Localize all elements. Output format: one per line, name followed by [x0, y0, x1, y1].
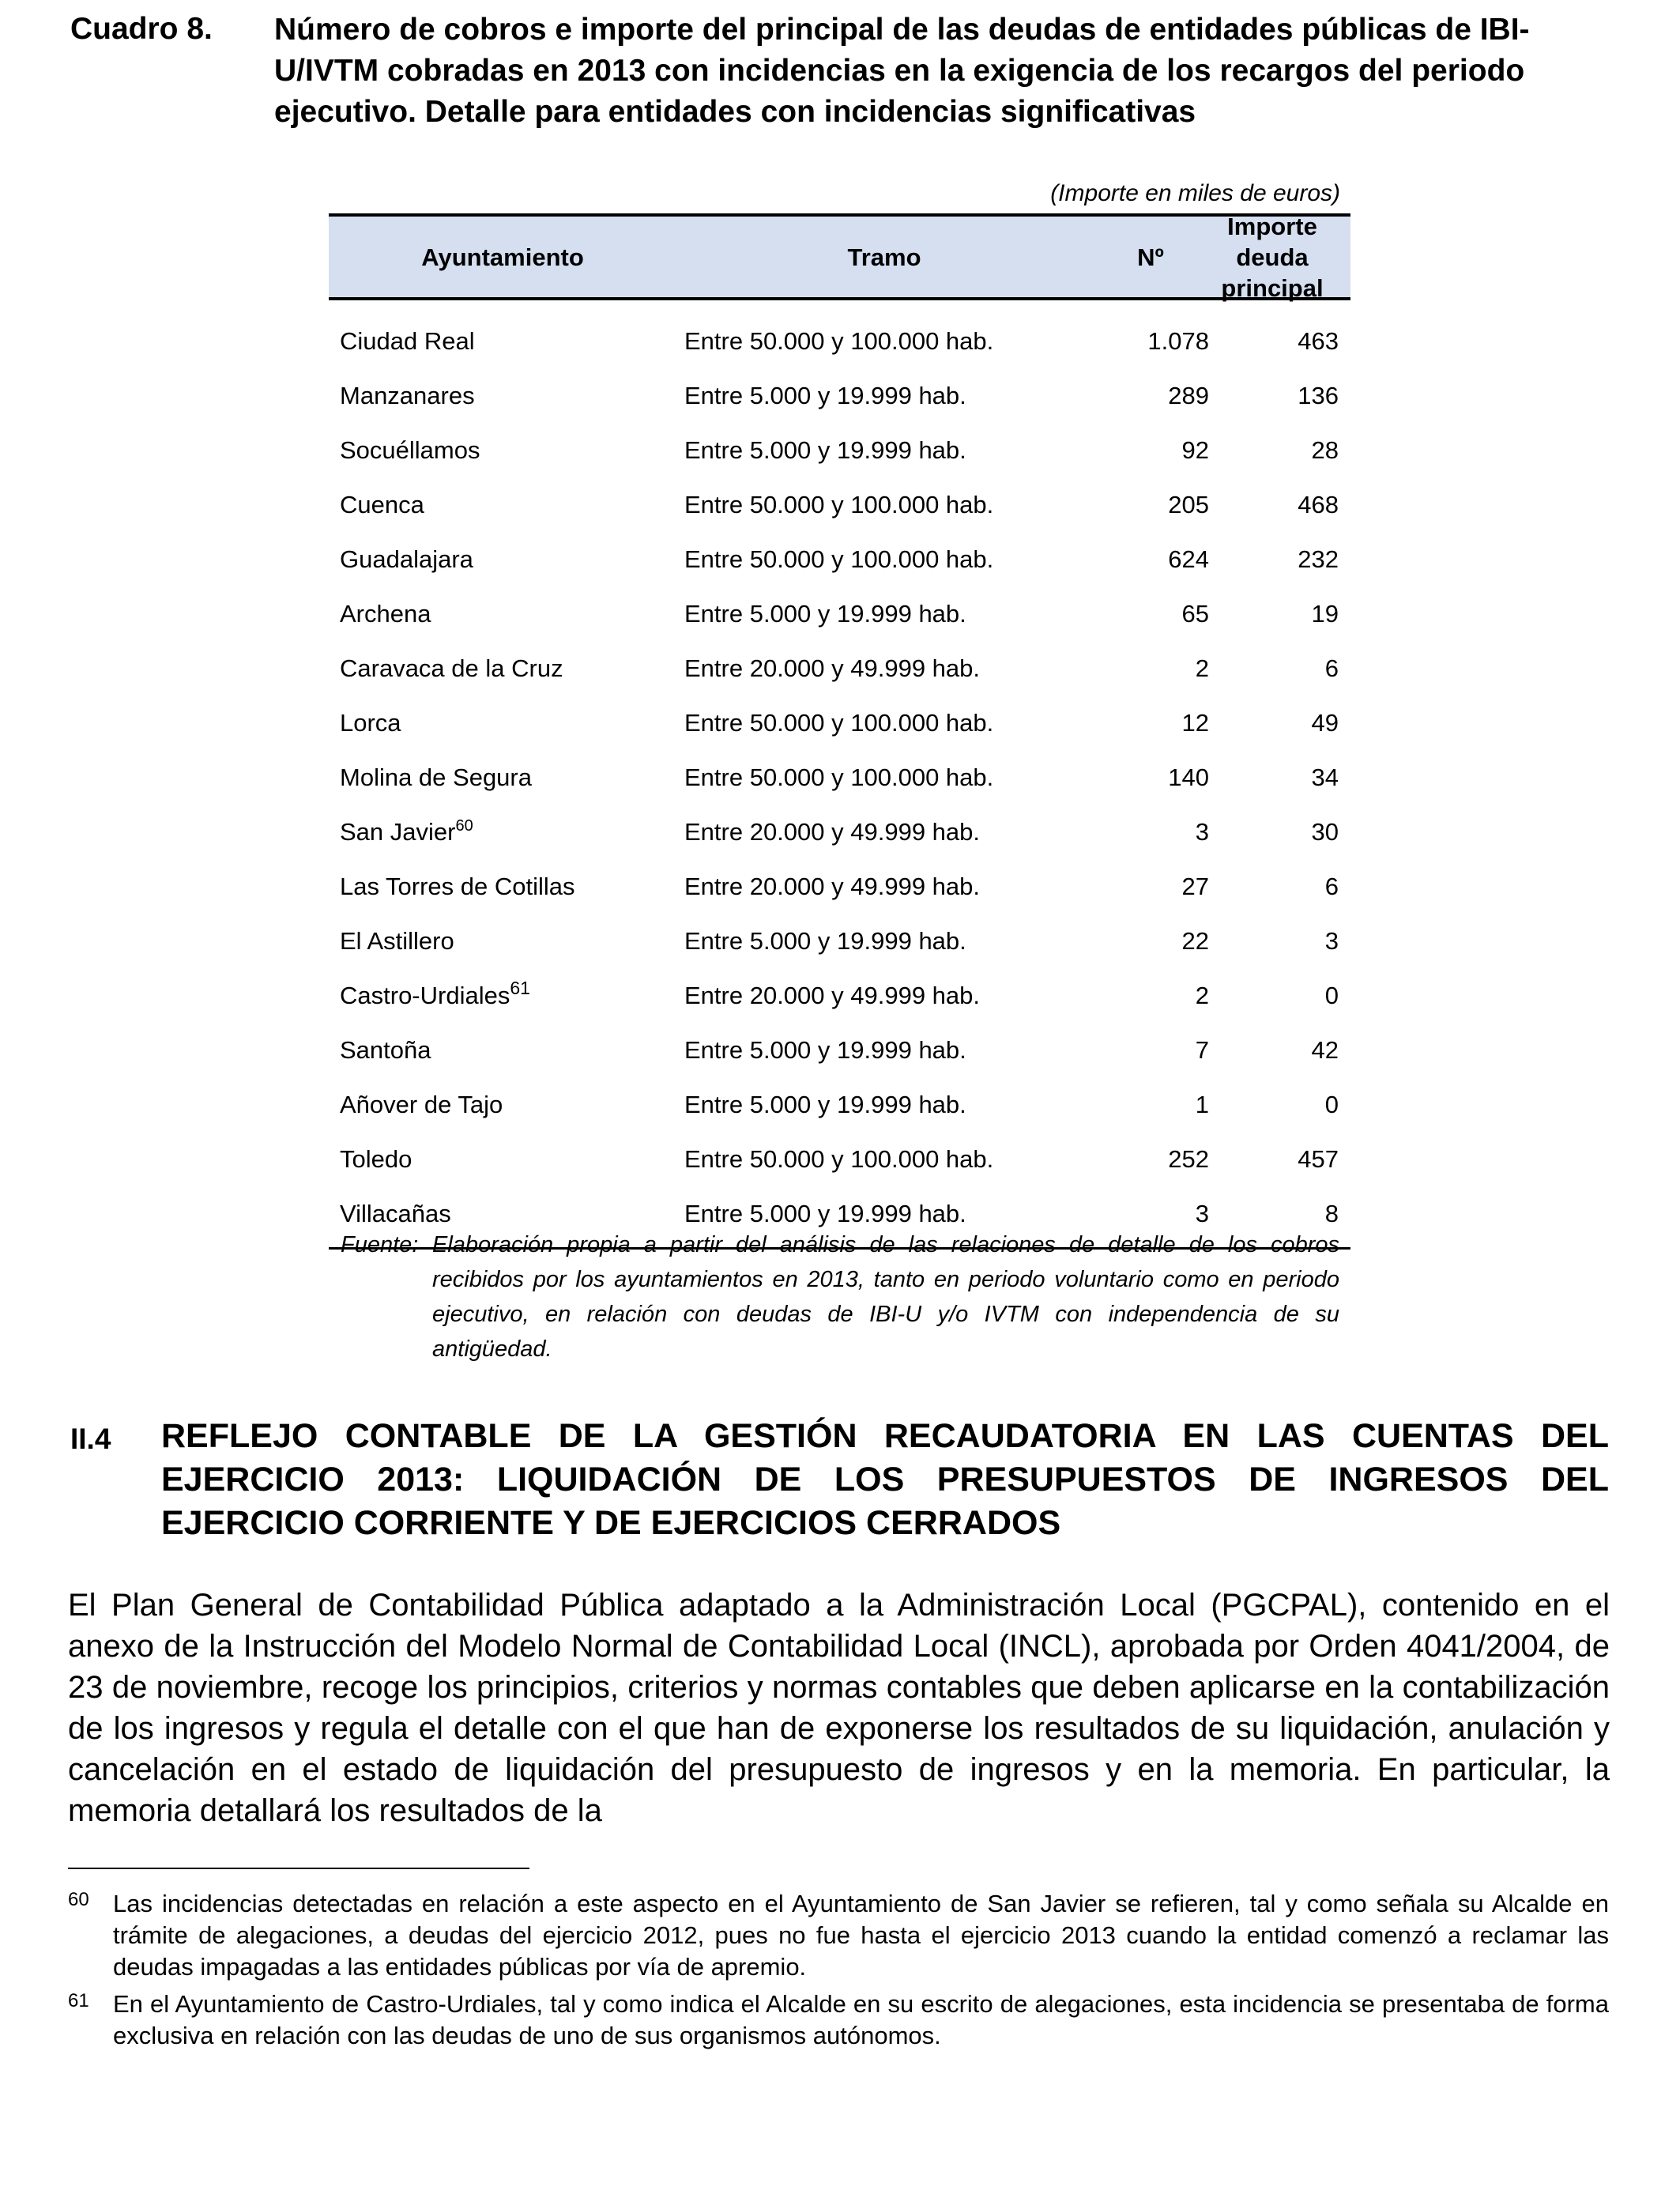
table-caption-label: Cuadro 8.: [70, 12, 213, 46]
ayuntamiento-name: Cuenca: [340, 490, 424, 518]
cell-tramo: Entre 50.000 y 100.000 hab.: [684, 490, 994, 518]
cell-importe: 457: [1298, 1144, 1339, 1173]
ayuntamiento-name: Toledo: [340, 1144, 412, 1173]
ayuntamiento-name: Lorca: [340, 708, 401, 737]
cell-importe: 232: [1298, 545, 1339, 573]
cell-importe: 468: [1298, 490, 1339, 518]
cell-ayuntamiento: [329, 1145, 676, 1174]
cell-ayuntamiento: [329, 382, 676, 410]
cell-numero: 3: [1195, 1199, 1209, 1227]
body-paragraph: El Plan General de Contabilidad Pública adaptado a la Administración Local (PGCPAL), contenido en el anexo de la Instrucción del Modelo Normal de Contabilidad Local (INCL), aprobada por Orden 4041/2004, de 23 de noviembre, recoge los principios, criterios y normas contables que deben aplicarse en la contabilización de los ingresos y regula el detalle con el que han de exponerse los resultados de su liquidación, anulación y cancelación en el estado de liquidación del presupuesto de ingresos y en la memoria. En particular, la memoria detallará los resultados de la: [68, 1588, 1610, 1828]
table-row: [329, 532, 1350, 586]
cell-tramo: Entre 5.000 y 19.999 hab.: [684, 435, 966, 464]
cell-tramo: Entre 5.000 y 19.999 hab.: [684, 926, 966, 955]
cell-importe: 6: [1324, 654, 1339, 682]
cell-importe: 34: [1311, 763, 1339, 791]
ayuntamiento-name: Socuéllamos: [340, 435, 480, 464]
cell-importe: 42: [1311, 1035, 1339, 1064]
cell-numero: 2: [1195, 981, 1209, 1009]
cell-importe: 19: [1311, 599, 1339, 628]
cell-tramo: Entre 20.000 y 49.999 hab.: [684, 872, 981, 900]
footnote-separator: [68, 1868, 529, 1869]
ayuntamiento-name: Guadalajara: [340, 545, 473, 573]
cell-numero: 65: [1181, 599, 1209, 628]
ayuntamiento-name: El Astillero: [340, 926, 454, 955]
cell-numero: 1.078: [1147, 326, 1209, 355]
cell-ayuntamiento: [329, 763, 676, 792]
table-row: [329, 914, 1350, 968]
cell-numero: 22: [1181, 926, 1209, 955]
header-importe-line2: principal: [1221, 273, 1324, 302]
footnote-ref[interactable]: 60: [455, 816, 473, 835]
cell-tramo: Entre 50.000 y 100.000 hab.: [684, 326, 994, 355]
cell-numero: 12: [1181, 708, 1209, 737]
header-tramo: Tramo: [847, 243, 921, 271]
cell-tramo: Entre 20.000 y 49.999 hab.: [684, 817, 981, 846]
ayuntamiento-name: Santoña: [340, 1035, 431, 1064]
cell-importe: 49: [1311, 708, 1339, 737]
cell-tramo: Entre 50.000 y 100.000 hab.: [684, 545, 994, 573]
cell-numero: 289: [1168, 381, 1209, 409]
table-row: [329, 477, 1350, 532]
cell-ayuntamiento: [329, 654, 676, 683]
cell-importe: 8: [1324, 1199, 1339, 1227]
section-number: II.4: [70, 1423, 111, 1455]
cell-tramo: Entre 20.000 y 49.999 hab.: [684, 981, 981, 1009]
ayuntamiento-name: Caravaca de la Cruz: [340, 654, 563, 682]
ayuntamiento-name: Castro-Urdiales: [340, 981, 510, 1009]
cell-numero: 205: [1168, 490, 1209, 518]
cell-ayuntamiento: [329, 1091, 676, 1119]
cell-numero: 7: [1195, 1035, 1209, 1064]
ayuntamiento-name: Molina de Segura: [340, 763, 532, 791]
cell-numero: 92: [1181, 435, 1209, 464]
cell-importe: 30: [1311, 817, 1339, 846]
cell-numero: 252: [1168, 1144, 1209, 1173]
table-body: [329, 300, 1350, 1241]
cell-importe: 0: [1324, 1090, 1339, 1118]
cell-numero: 3: [1195, 817, 1209, 846]
cell-importe: 463: [1298, 326, 1339, 355]
data-table: [329, 213, 1350, 1250]
cell-importe: 3: [1324, 926, 1339, 955]
table-row: [329, 696, 1350, 750]
cell-numero: 1: [1195, 1090, 1209, 1118]
table-row: [329, 1077, 1350, 1132]
cell-importe: 6: [1324, 872, 1339, 900]
cell-ayuntamiento: [329, 1200, 676, 1228]
table-row: [329, 805, 1350, 859]
table-caption-title: Número de cobros e importe del principal de las deudas de entidades públicas de IBI-U/IVTM cobradas en 2013 con incidencias en la exigencia de los recargos del periodo ejecutivo. Detalle para entidades con incidencias significativas: [274, 13, 1530, 129]
cell-tramo: Entre 50.000 y 100.000 hab.: [684, 1144, 994, 1173]
section-title: REFLEJO CONTABLE DE LA GESTIÓN RECAUDATORIA EN LAS CUENTAS DEL EJERCICIO 2013: LIQUIDACIÓN DE LOS PRESUPUESTOS DE INGRESOS DEL EJERCICIO CORRIENTE Y DE EJERCICIOS CERRADOS: [161, 1417, 1609, 1542]
cell-ayuntamiento: [329, 545, 676, 574]
header-ayuntamiento: Ayuntamiento: [421, 243, 584, 271]
cell-importe: 28: [1311, 435, 1339, 464]
table-row: [329, 859, 1350, 914]
table-header-row: [329, 213, 1350, 300]
cell-tramo: Entre 5.000 y 19.999 hab.: [684, 1035, 966, 1064]
table-row: [329, 314, 1350, 368]
cell-numero: 27: [1181, 872, 1209, 900]
cell-tramo: Entre 5.000 y 19.999 hab.: [684, 381, 966, 409]
footnote-60-text: Las incidencias detectadas en relación a este aspecto en el Ayuntamiento de San Javier se refieren, tal y como señala su Alcalde en trámite de alegaciones, a deudas del ejercicio 2012, pues no fue hasta el ejercicio 2013 cuando la entidad comenzó a reclamar las deudas impagadas a las entidades públicas por vía de apremio.: [113, 1890, 1609, 1981]
ayuntamiento-name: Villacañas: [340, 1199, 451, 1227]
header-importe-line1: Importe deuda: [1227, 212, 1317, 271]
cell-ayuntamiento: [329, 977, 676, 1010]
cell-tramo: Entre 50.000 y 100.000 hab.: [684, 708, 994, 737]
cell-numero: 140: [1168, 763, 1209, 791]
cell-ayuntamiento: [329, 818, 676, 846]
cell-ayuntamiento: [329, 873, 676, 901]
table-row: [329, 423, 1350, 477]
source-text: Elaboración propia a partir del análisis de las relaciones de detalle de los cobros recibidos por los ayuntamientos en 2013, tanto en periodo voluntario como en periodo ejecutivo, en relación con deudas de IBI-U y/o IVTM con independencia de su antigüedad.: [432, 1232, 1339, 1362]
footnote-60-number: 60: [68, 1889, 89, 1910]
cell-ayuntamiento: [329, 1036, 676, 1065]
ayuntamiento-name: Añover de Tajo: [340, 1090, 503, 1118]
ayuntamiento-name: Manzanares: [340, 381, 475, 409]
ayuntamiento-name: Archena: [340, 599, 431, 628]
footnote-ref[interactable]: 61: [510, 977, 530, 998]
cell-tramo: Entre 20.000 y 49.999 hab.: [684, 654, 981, 682]
ayuntamiento-name: Las Torres de Cotillas: [340, 872, 575, 900]
cell-tramo: Entre 5.000 y 19.999 hab.: [684, 599, 966, 628]
cell-ayuntamiento: [329, 436, 676, 465]
cell-ayuntamiento: [329, 600, 676, 628]
ayuntamiento-name: San Javier: [340, 817, 456, 846]
table-row: [329, 1023, 1350, 1077]
ayuntamiento-name: Ciudad Real: [340, 326, 475, 355]
table-row: [329, 750, 1350, 805]
cell-ayuntamiento: [329, 709, 676, 737]
table-row: [329, 368, 1350, 423]
cell-importe: 0: [1324, 981, 1339, 1009]
cell-importe: 136: [1298, 381, 1339, 409]
cell-tramo: Entre 50.000 y 100.000 hab.: [684, 763, 994, 791]
cell-numero: 624: [1168, 545, 1209, 573]
table-row: [329, 1132, 1350, 1186]
table-row: [329, 641, 1350, 696]
source-label: Fuente:: [341, 1232, 419, 1257]
footnote-61-text: En el Ayuntamiento de Castro-Urdiales, tal y como indica el Alcalde en su escrito de alegaciones, esta incidencia se presentaba de forma exclusiva en relación con las deudas de uno de sus organismos autónomos.: [113, 1990, 1609, 2049]
cell-tramo: Entre 5.000 y 19.999 hab.: [684, 1090, 966, 1118]
cell-ayuntamiento: [329, 327, 676, 356]
header-importe: [1194, 211, 1350, 303]
header-numero: Nº: [1137, 243, 1164, 271]
cell-ayuntamiento: [329, 491, 676, 519]
cell-numero: 2: [1195, 654, 1209, 682]
footnote-61-number: 61: [68, 1990, 89, 2011]
table-row: [329, 968, 1350, 1023]
cell-ayuntamiento: [329, 927, 676, 956]
cell-tramo: Entre 5.000 y 19.999 hab.: [684, 1199, 966, 1227]
table-row: [329, 586, 1350, 641]
units-note: (Importe en miles de euros): [1050, 180, 1340, 206]
